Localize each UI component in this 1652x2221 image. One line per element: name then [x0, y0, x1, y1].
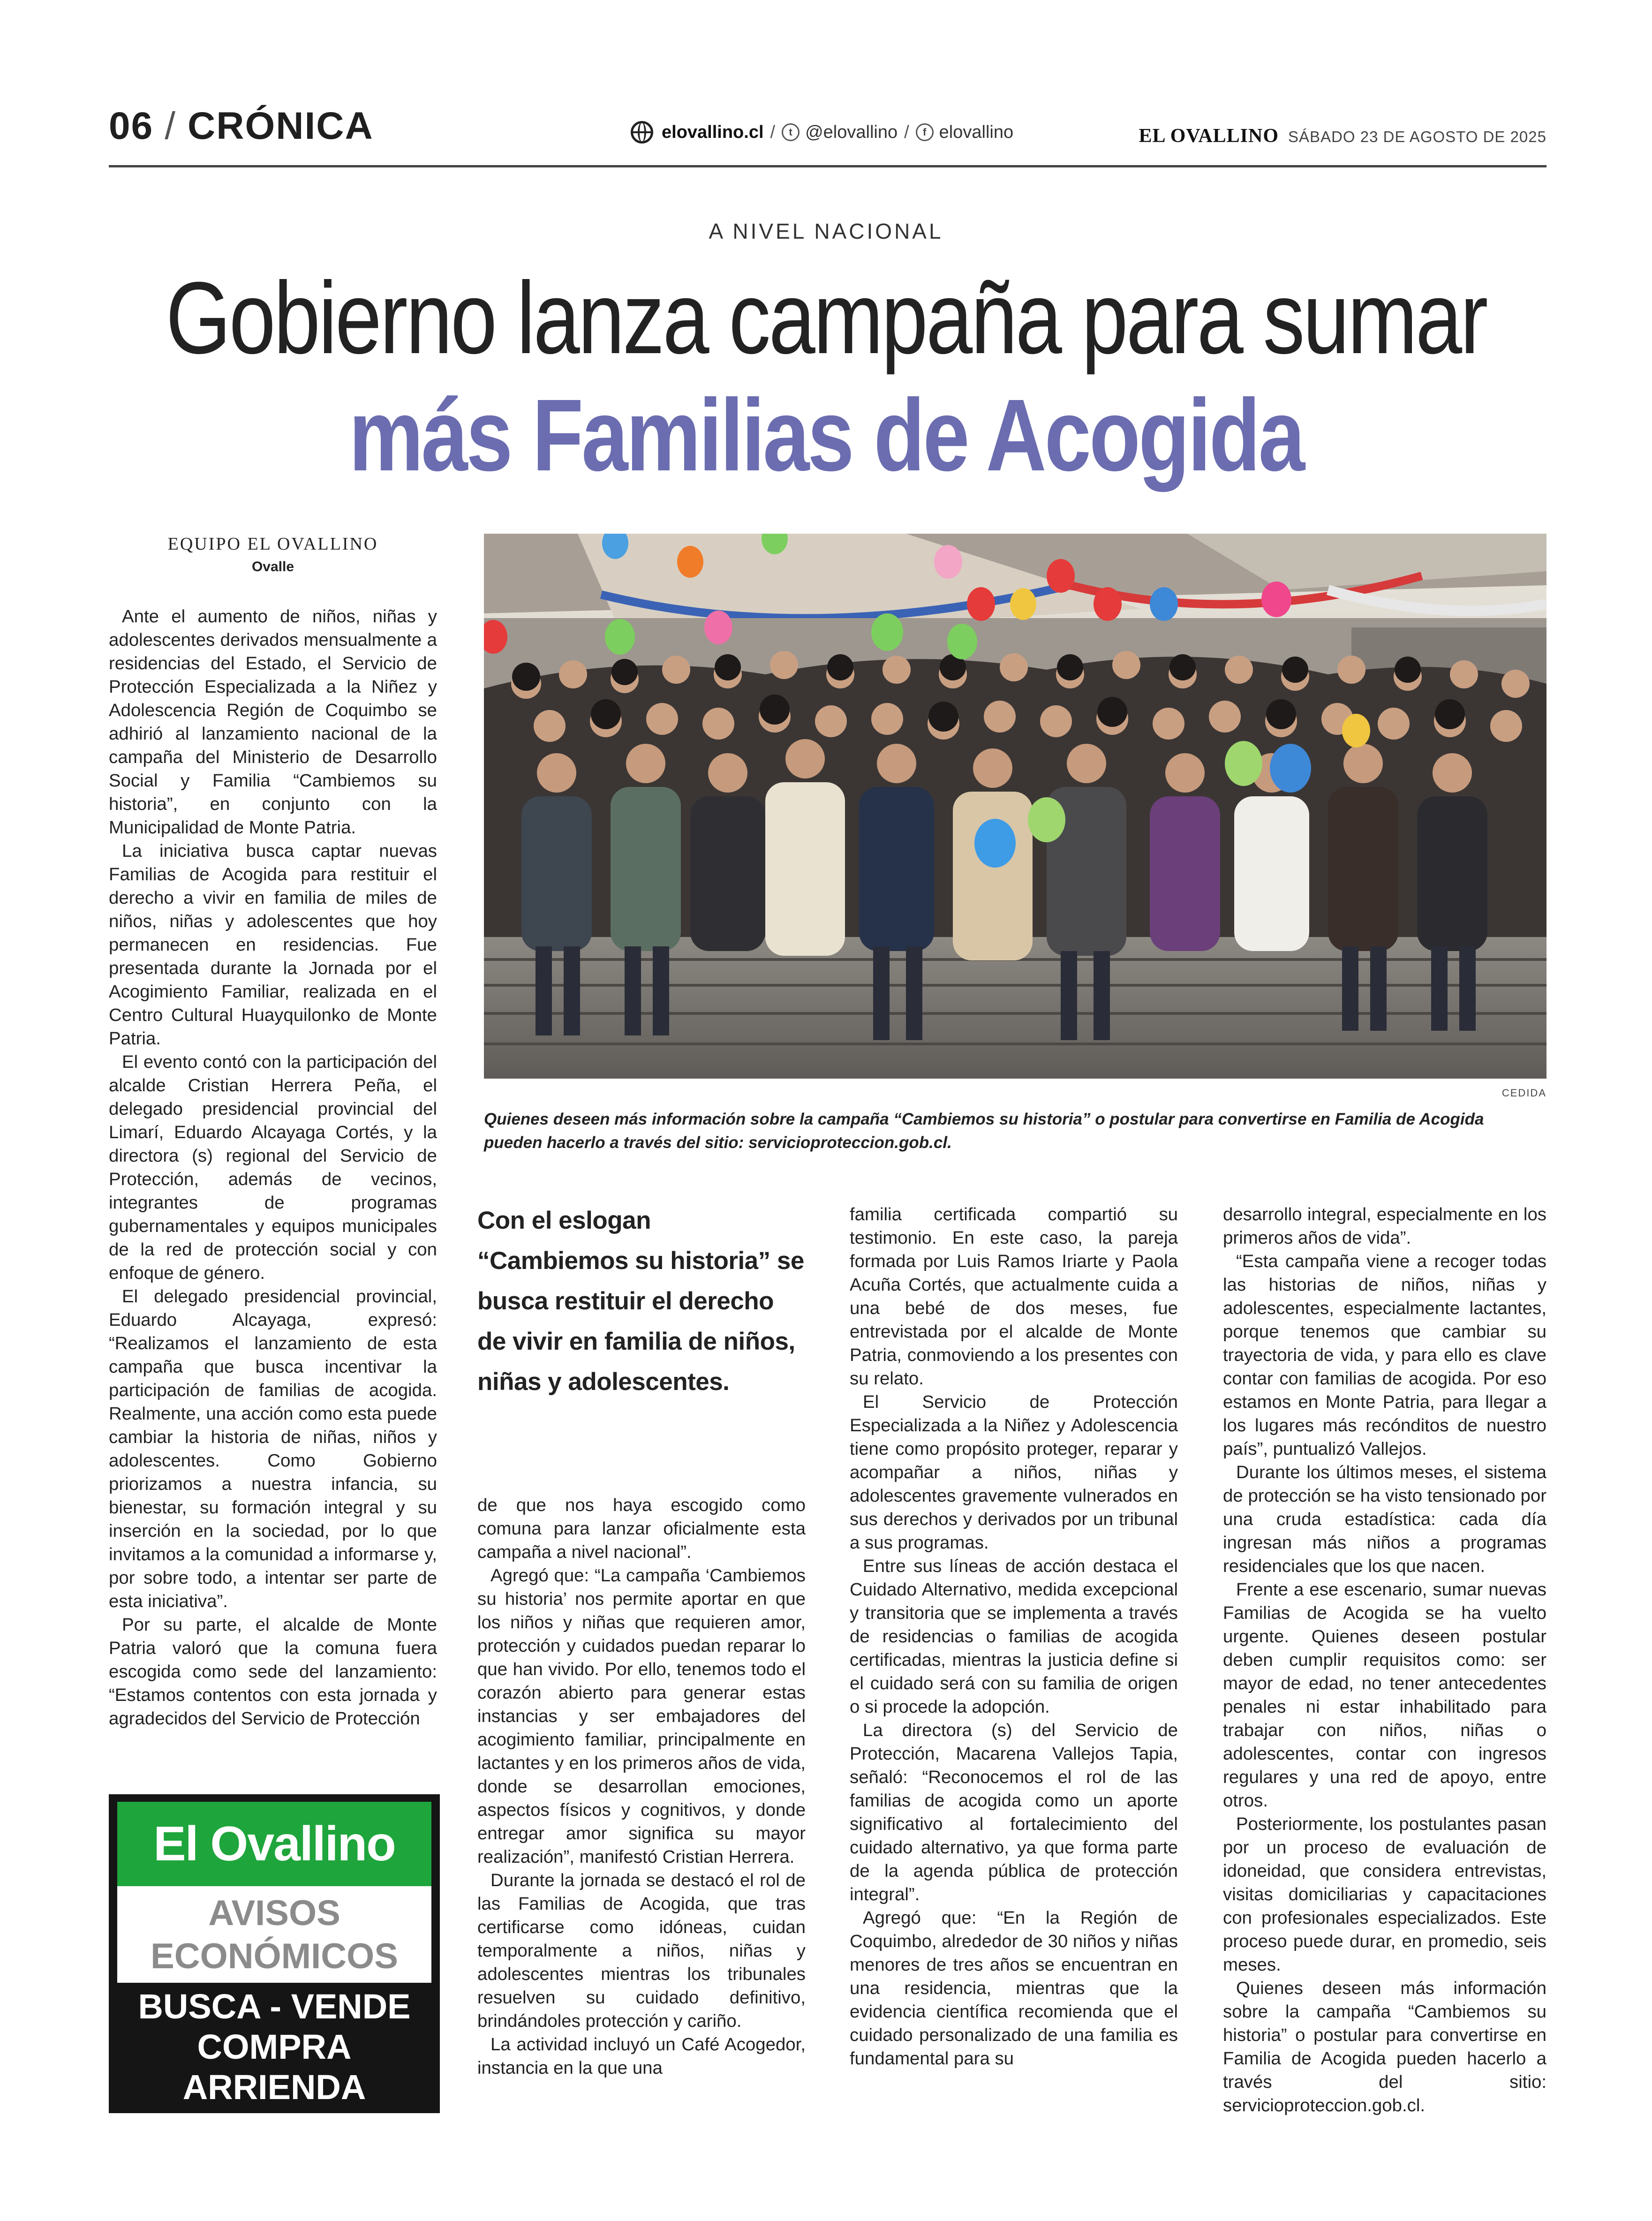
header-rule [109, 165, 1546, 167]
masthead-right [1139, 125, 1546, 147]
separator: / [770, 122, 776, 142]
headline-line-2: más Familias de Acogida [348, 378, 1304, 492]
paragraph: El evento contó con la participación del alcalde Cristian Herrera Peña, el delegado presidencial provincial del Limarí, Eduardo Alcayaga Cortés, y la directora (s) regional del Servicio de Protección, además de vecinos, integrantes de programas gubernamentales y equipos municipales de la red de protección social y con enfoque de género. [109, 1052, 437, 1283]
kicker: A NIVEL NACIONAL [709, 219, 943, 243]
ad-line-1: BUSCA - VENDE [138, 1987, 411, 2026]
social-links [631, 121, 1013, 144]
facebook-handle[interactable]: elovallino [939, 122, 1014, 142]
paragraph: desarrollo integral, especialmente en los primeros años de vida”. [1223, 1204, 1546, 1248]
paragraph: Durante los últimos meses, el sistema de protección se ha visto tensionado por una cruda estadística: cada día ingresan más niños a programas residenciales que los que nacen. [1223, 1462, 1546, 1576]
paragraph: familia certificada compartió su testimonio. En este caso, la pareja formada por Luis Ramos Iriarte y Paola Acuña Cortés, que actualmente cuida a una bebé de dos meses, fue entrevistada por el alcalde de Monte Patria, conmoviendo a los presentes con su relato. [850, 1204, 1178, 1389]
paragraph: Frente a ese escenario, sumar nuevas Familias de Acogida se ha vuelto urgente. Quienes deseen postular deben cumplir requisitos como: ser mayor de edad, no tener antecedentes penales ni estar inhabilitado para trabajar con niños, niñas o adolescentes, contar con ingresos regulares y una red de apoyo, entre otros. [1223, 1579, 1546, 1811]
ad-subtitle-line-1: AVISOS [208, 1893, 340, 1933]
paragraph: Quienes deseen más información sobre la campaña “Cambiemos su historia” o postular para convertirse en Familia de Acogida pueden hacerlo a través del sitio: servicioproteccion.gob.cl. [1223, 1978, 1546, 2115]
dateline-location: Ovalle [251, 559, 294, 574]
paragraph: “Esta campaña viene a recoger todas las historias de niños, niñas y adolescentes, especialmente lactantes, porque tenemos que cambiar su trayectoria de vida, y para ello es clave contar con familias de acogida. Por eso estamos en Monte Patria, para llegar a los lugares más recónditos de nuestro país”, puntualizó Vallejos. [1223, 1251, 1546, 1459]
ad-subtitle-line-2: ECONÓMICOS [151, 1936, 398, 1976]
photo-caption: Quienes deseen más información sobre la campaña “Cambiemos su historia” o postular para convertirse en Familia de Acogida pueden hacerlo a través del sitio: servicioproteccion.gob.cl. [484, 1110, 1484, 1152]
article-column-1 [109, 605, 437, 1759]
article-column-4 [1223, 1203, 1546, 2122]
paragraph: Agregó que: “En la Región de Coquimbo, alrededor de 30 niños y niñas menores de tres años se encuentran en una residencia, mientras que la evidencia científica recomienda que el cuidado personalizado de una familia es fundamental para su [850, 1908, 1178, 2069]
twitter-handle[interactable]: @elovallino [805, 122, 898, 142]
byline: EQUIPO EL OVALLINO [167, 534, 378, 554]
facebook-icon: f [916, 123, 934, 141]
ad-line-2: COMPRA [197, 2027, 352, 2066]
separator: / [904, 122, 909, 142]
paragraph: El Servicio de Protección Especializada a la Niñez y Adolescencia tiene como propósito proteger, reparar y acompañar a niños, niñas y adolescentes gravemente vulnerados en sus derechos y derivados por un tribunal a sus programas. [850, 1392, 1178, 1553]
paragraph: El delegado presidencial provincial, Eduardo Alcayaga, expresó: “Realizamos el lanzamiento de esta campaña que busca incentivar la participación de familias de acogida. Realmente, una acción como esta puede cambiar la historia de niñas, niños y adolescentes. Como Gobierno priorizamos a nuestra infancia, su bienestar, su formación integral y su inserción en la sociedad, por lo que invitamos a la comunidad a informarse y, por sobre todo, a intentar ser parte de esta iniciativa”. [109, 1286, 437, 1611]
paragraph: Entre sus líneas de acción destaca el Cuidado Alternativo, medida excepcional y transitoria que se implementa a través de residencias o familias de acogida certificadas, mientras la justicia define si el cuidado será con su familia de origen o si procede la adopción. [850, 1556, 1178, 1717]
pull-quote: Con el eslogan “Cambiemos su historia” se busca restituir el derecho de vivir en familia de niños, niñas y adolescentes. [477, 1207, 804, 1396]
paragraph: La actividad incluyó un Café Acogedor, instancia en la que una [477, 2034, 806, 2078]
headline-line-1: Gobierno lanza campaña para sumar [166, 261, 1486, 375]
classifieds-ad[interactable] [109, 1794, 440, 2113]
ad-title: El Ovallino [117, 1802, 431, 1886]
ad-subtitle [117, 1886, 431, 1983]
paragraph: Por su parte, el alcalde de Monte Patria valoró que la comuna fuera escogida como sede del lanzamiento: “Estamos contentos con esta jornada y agradecidos del Servicio de Protección [109, 1615, 437, 1729]
paragraph: Durante la jornada se destacó el rol de las Familias de Acogida, que tras certificarse como idóneas, cuidan temporalmente a niños, niñas y adolescentes mientras los tribunales resuelven su cuidado definitivo, brindándoles protección y cariño. [477, 1870, 806, 2031]
article-column-2 [477, 1494, 806, 2122]
paragraph: Ante el aumento de niños, niñas y adolescentes derivados mensualmente a residencias del Estado, el Servicio de Protección Especializada a la Niñez y Adolescencia Región de Coquimbo se adhirió al lanzamiento nacional de la campaña del Ministerio de Desarrollo Social y Familia “Cambiemos su historia”, en conjunto con la Municipalidad de Monte Patria. [109, 606, 437, 838]
page-section-label [109, 104, 374, 148]
website-link[interactable]: elovallino.cl [662, 122, 764, 142]
photo-credit: CEDIDA [1501, 1087, 1546, 1099]
paragraph: Posteriormente, los postulantes pasan por un proceso de evaluación de idoneidad, que considera entrevistas, visitas domiciliarias y capacitaciones con profesionales especializados. Este proceso puede durar, en promedio, seis meses. [1223, 1814, 1546, 1975]
paragraph: La iniciativa busca captar nuevas Familias de Acogida para restituir el derecho a vivir en familia de miles de niños, niñas y adolescentes que hoy permanecen en residencias. Fue presentada durante la Jornada por el Acogimiento Familiar, realizada en el Centro Cultural Huayquilonko de Monte Patria. [109, 841, 437, 1049]
article-photo [484, 534, 1546, 1079]
paragraph: de que nos haya escogido como comuna para lanzar oficialmente esta campaña a nivel nacional”. [477, 1495, 806, 1562]
twitter-icon: t [782, 123, 800, 141]
ad-actions [117, 1987, 431, 2108]
globe-icon [631, 121, 653, 144]
issue-date: SÁBADO 23 DE AGOSTO DE 2025 [1288, 128, 1546, 145]
section-name: CRÓNICA [188, 105, 374, 147]
brand-name: EL OVALLINO [1139, 125, 1279, 147]
page-number: 06 [109, 105, 154, 147]
article-column-3 [850, 1203, 1178, 2122]
section-separator: / [165, 105, 177, 147]
ad-line-3: ARRIENDA [182, 2068, 366, 2107]
paragraph: Agregó que: “La campaña ‘Cambiemos su historia’ nos permite aportar en que los niños y niñas que requieren amor, protección y cuidados puedan reparar lo que han vivido. Por ello, tenemos todo el corazón abierto para generar estas instancias y ser embajadores del acogimiento familiar, principalmente en lactantes y en los primeros años de vida, donde se desarrollan emociones, aspectos físicos y cognitivos, y donde entregar amor significa su mayor realización”, manifestó Cristian Herrera. [477, 1565, 806, 1867]
paragraph: La directora (s) del Servicio de Protección, Macarena Vallejos Tapia, señaló: “Reconocemos el rol de las familias de acogida como un aporte significativo al fortalecimiento del cuidado alternativo, ya que forma parte de la agenda pública de protección integral”. [850, 1720, 1178, 1904]
